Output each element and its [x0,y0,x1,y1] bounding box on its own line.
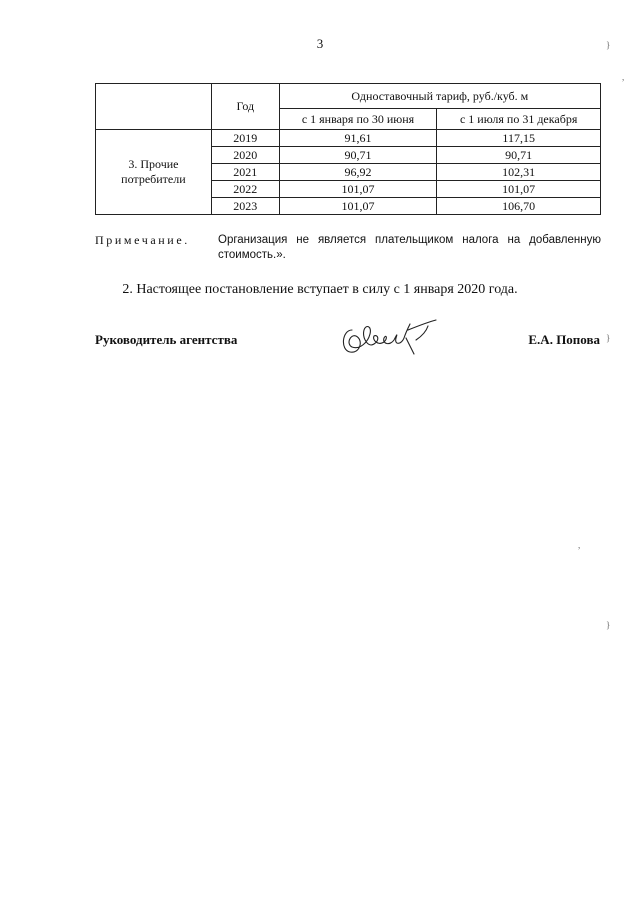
note-text: Организация не является плательщиком налога на добавленную стоимость.». [218,234,601,261]
tariff-cell-period-1: 91,61 [279,130,437,147]
category-line-2: потребители [121,172,186,186]
scan-mark: } [606,40,611,50]
scan-mark: } [606,620,611,630]
category-cell [96,130,212,215]
signatory-title: Руководитель агентства [95,332,238,347]
year-cell: 2019 [211,130,279,147]
year-cell: 2020 [211,147,279,164]
enactment-paragraph: 2. Настоящее постановление вступает в силу с 1 января 2020 года. [122,282,518,297]
year-cell: 2022 [211,181,279,198]
header-period-2: с 1 июля по 31 декабря [437,109,601,130]
tariff-cell-period-2: 90,71 [437,147,601,164]
tariff-cell-period-1: 90,71 [279,147,437,164]
header-period-1: с 1 января по 30 июня [279,109,437,130]
note-label: Примечание. [95,233,190,247]
handwritten-signature [338,316,438,358]
scan-mark: } [606,333,611,343]
tariff-table [95,83,601,215]
signatory-name: Е.А. Попова [528,332,600,347]
year-cell: 2023 [211,198,279,215]
scan-mark: , [622,72,625,82]
tariff-cell-period-2: 106,70 [437,198,601,215]
tariff-cell-period-1: 101,07 [279,181,437,198]
tariff-cell-period-2: 117,15 [437,130,601,147]
table-row [96,130,601,147]
header-year: Год [211,84,279,130]
tariff-cell-period-1: 96,92 [279,164,437,181]
category-line-1: 3. Прочие [128,157,179,171]
tariff-cell-period-2: 101,07 [437,181,601,198]
tariff-cell-period-2: 102,31 [437,164,601,181]
page-number: 3 [316,36,324,51]
header-tariff: Одноставочный тариф, руб./куб. м [279,84,600,109]
header-category-cell [96,84,212,130]
table-header-row [96,84,601,109]
scan-mark: , [578,540,581,550]
tariff-cell-period-1: 101,07 [279,198,437,215]
year-cell: 2021 [211,164,279,181]
